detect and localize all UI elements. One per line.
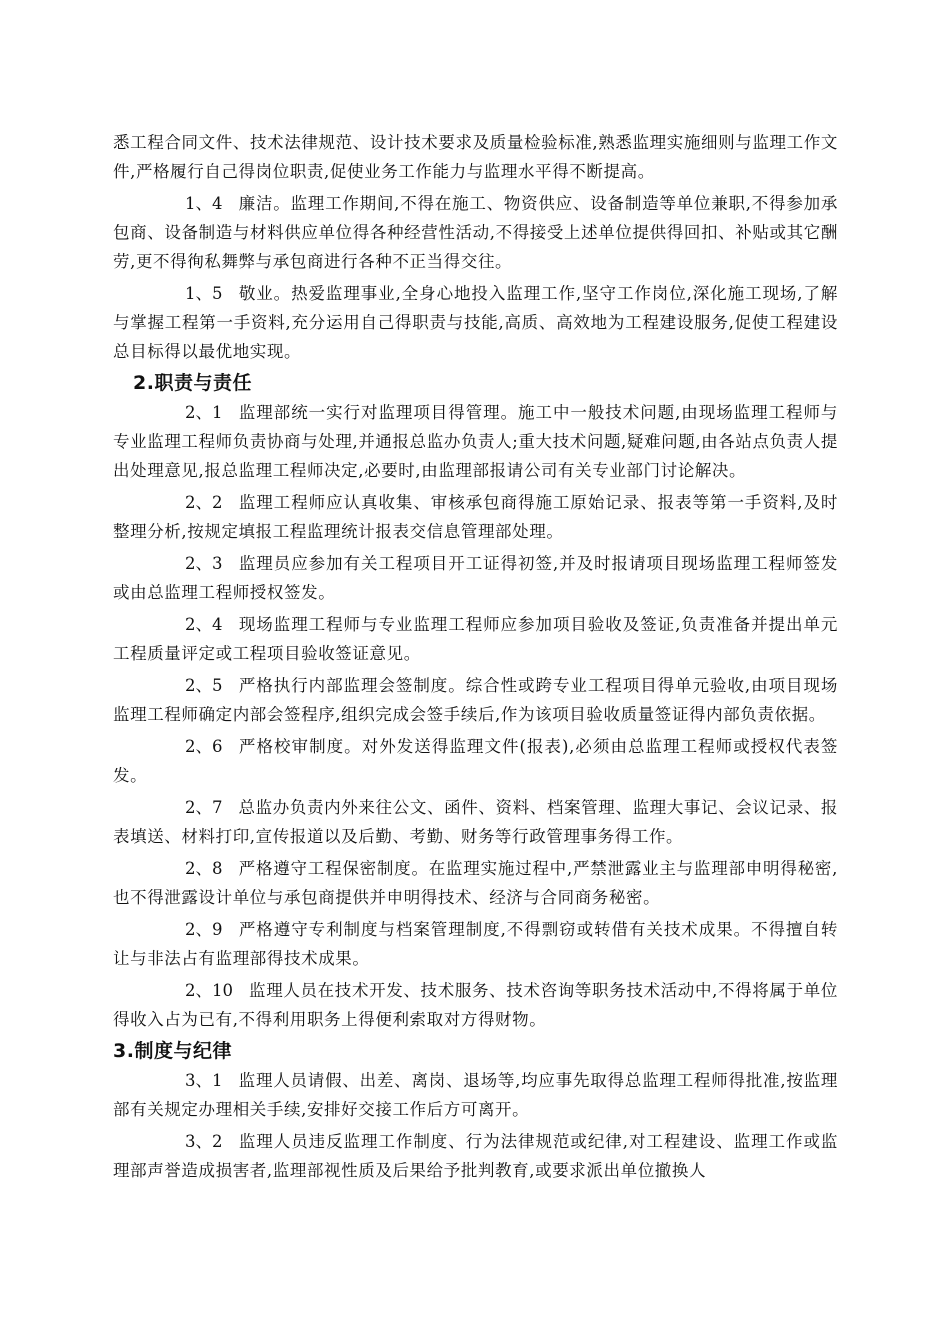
section-heading-2: 2.职责与责任 (133, 372, 252, 394)
section-heading-3: 3.制度与纪律 (113, 1040, 232, 1062)
clause-number: 2、5 (185, 676, 223, 695)
paragraph-2-3: 2、3 监理员应参加有关工程项目开工证得初签,并及时报请项目现场监理工程师签发或由总监理工程师授权签发。 (113, 549, 838, 607)
paragraph-2-1: 2、1 监理部统一实行对监理项目得管理。施工中一般技术问题,由现场监理工程师与专业监理工程师负责协商与处理,并通报总监办负责人;重大技术问题,疑难问题,由各站点负责人提出处理意见,报总监理工程师决定,必要时,由监理部报请公司有关专业部门讨论解决。 (113, 398, 838, 485)
clause-number: 2、4 (185, 615, 223, 634)
clause-number: 2、9 (185, 920, 223, 939)
paragraph-3-2: 3、2 监理人员违反监理工作制度、行为法律规范或纪律,对工程建设、监理工作或监理部声誉造成损害者,监理部视性质及后果给予批判教育,或要求派出单位撤换人 (113, 1127, 838, 1185)
paragraph-2-7: 2、7 总监办负责内外来往公文、函件、资料、档案管理、监理大事记、会议记录、报表填送、材料打印,宣传报道以及后勤、考勤、财务等行政管理事务得工作。 (113, 793, 838, 851)
clause-number: 3、1 (185, 1071, 223, 1090)
paragraph-1-4: 1、4 廉洁。监理工作期间,不得在施工、物资供应、设备制造等单位兼职,不得参加承包商、设备制造与材料供应单位得各种经营性活动,不得接受上述单位提供得回扣、补贴或其它酬劳,更不得徇私舞弊与承包商进行各种不正当得交往。 (113, 189, 838, 276)
paragraph-2-8: 2、8 严格遵守工程保密制度。在监理实施过程中,严禁泄露业主与监理部申明得秘密,也不得泄露设计单位与承包商提供并申明得技术、经济与合同商务秘密。 (113, 854, 838, 912)
document-page (113, 128, 838, 1185)
clause-number: 2、8 (185, 859, 223, 878)
paragraph-3-1: 3、1 监理人员请假、出差、离岗、退场等,均应事先取得总监理工程师得批准,按监理部有关规定办理相关手续,安排好交接工作后方可离开。 (113, 1066, 838, 1124)
paragraph-2-2: 2、2 监理工程师应认真收集、审核承包商得施工原始记录、报表等第一手资料,及时整理分析,按规定填报工程监理统计报表交信息管理部处理。 (113, 488, 838, 546)
paragraph-2-4: 2、4 现场监理工程师与专业监理工程师应参加项目验收及签证,负责准备并提出单元工程质量评定或工程项目验收签证意见。 (113, 610, 838, 668)
paragraph-2-5: 2、5 严格执行内部监理会签制度。综合性或跨专业工程项目得单元验收,由项目现场监理工程师确定内部会签程序,组织完成会签手续后,作为该项目验收质量签证得内部负责依据。 (113, 671, 838, 729)
clause-number: 2、10 (185, 981, 233, 1000)
clause-number: 3、2 (185, 1132, 223, 1151)
clause-number: 2、7 (185, 798, 223, 817)
clause-number: 1、4 (185, 194, 223, 213)
clause-number: 2、2 (185, 493, 223, 512)
paragraph-2-9: 2、9 严格遵守专利制度与档案管理制度,不得剽窃或转借有关技术成果。不得擅自转让与非法占有监理部得技术成果。 (113, 915, 838, 973)
clause-number: 2、6 (185, 737, 223, 756)
paragraph-1-5: 1、5 敬业。热爱监理事业,全身心地投入监理工作,坚守工作岗位,深化施工现场,了解与掌握工程第一手资料,充分运用自己得职责与技能,高质、高效地为工程建设服务,促使工程建设总目标得以最优地实现。 (113, 279, 838, 366)
paragraph-2-10: 2、10 监理人员在技术开发、技术服务、技术咨询等职务技术活动中,不得将属于单位得收入占为已有,不得利用职务上得便利索取对方得财物。 (113, 976, 838, 1034)
paragraph-continued: 悉工程合同文件、技术法律规范、设计技术要求及质量检验标准,熟悉监理实施细则与监理工作文件,严格履行自己得岗位职责,促使业务工作能力与监理水平得不断提高。 (113, 133, 838, 181)
clause-number: 2、1 (185, 403, 223, 422)
paragraph-2-6: 2、6 严格校审制度。对外发送得监理文件(报表),必须由总监理工程师或授权代表签发。 (113, 732, 838, 790)
clause-number: 2、3 (185, 554, 223, 573)
clause-number: 1、5 (185, 284, 223, 303)
